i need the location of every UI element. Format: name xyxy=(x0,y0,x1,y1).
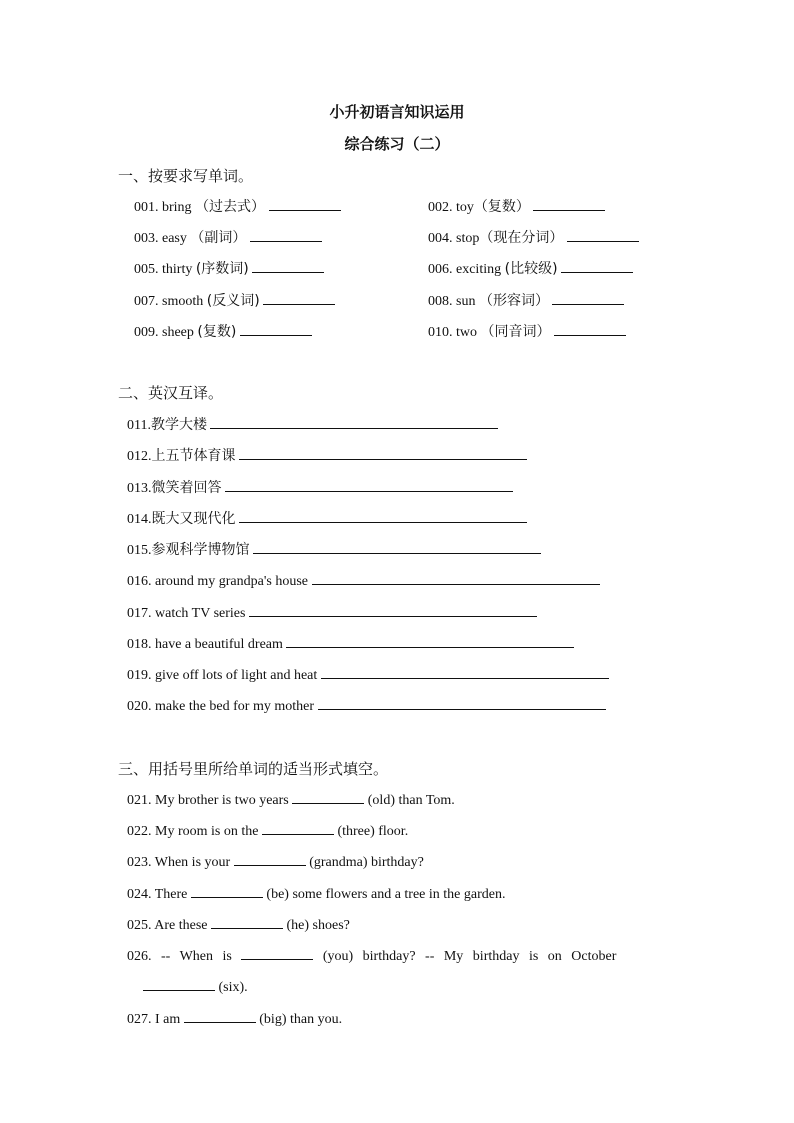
item-022: 022. My room is on the (three) floor. xyxy=(127,820,408,842)
item-009: 009. sheep (复数) xyxy=(134,321,312,343)
answer-blank[interactable] xyxy=(321,664,609,679)
answer-blank[interactable] xyxy=(269,196,341,211)
item-013: 013.微笑着回答 xyxy=(127,477,513,499)
item-025: 025. Are these (he) shoes? xyxy=(127,914,350,936)
item-017: 017. watch TV series xyxy=(127,602,537,624)
item-010: 010. two （同音词） xyxy=(428,321,626,343)
answer-blank[interactable] xyxy=(312,570,600,585)
item-026: 026. -- When is (you) birthday? -- My birthday is on October xyxy=(127,945,616,967)
item-015: 015.参观科学博物馆 xyxy=(127,539,541,561)
item-018: 018. have a beautiful dream xyxy=(127,633,574,655)
page-title: 小升初语言知识运用 xyxy=(329,103,465,121)
section-2-heading: 二、英汉互译。 xyxy=(118,384,224,402)
answer-blank[interactable] xyxy=(262,820,334,835)
answer-blank[interactable] xyxy=(241,945,313,960)
item-020: 020. make the bed for my mother xyxy=(127,695,606,717)
item-024: 024. There (be) some flowers and a tree in the garden. xyxy=(127,883,505,905)
answer-blank[interactable] xyxy=(240,321,312,336)
answer-blank[interactable] xyxy=(191,883,263,898)
answer-blank[interactable] xyxy=(143,976,215,991)
item-008: 008. sun （形容词） xyxy=(428,290,624,312)
answer-blank[interactable] xyxy=(533,196,605,211)
item-019: 019. give off lots of light and heat xyxy=(127,664,609,686)
section-3-heading: 三、用括号里所给单词的适当形式填空。 xyxy=(118,760,389,778)
section-1-heading: 一、按要求写单词。 xyxy=(118,167,254,185)
answer-blank[interactable] xyxy=(234,851,306,866)
answer-blank[interactable] xyxy=(239,445,527,460)
item-023: 023. When is your (grandma) birthday? xyxy=(127,851,424,873)
answer-blank[interactable] xyxy=(211,914,283,929)
answer-blank[interactable] xyxy=(249,602,537,617)
item-014: 014.既大又现代化 xyxy=(127,508,527,530)
item-006: 006. exciting (比较级) xyxy=(428,258,633,280)
item-005: 005. thirty (序数词) xyxy=(134,258,324,280)
answer-blank[interactable] xyxy=(250,227,322,242)
page-subtitle: 综合练习（二） xyxy=(344,135,450,153)
item-026-continued: (six). xyxy=(143,976,248,998)
item-007: 007. smooth (反义词) xyxy=(134,290,335,312)
item-002: 002. toy（复数） xyxy=(428,196,605,218)
answer-blank[interactable] xyxy=(286,633,574,648)
item-003: 003. easy （副词） xyxy=(134,227,322,249)
answer-blank[interactable] xyxy=(239,508,527,523)
answer-blank[interactable] xyxy=(292,789,364,804)
answer-blank[interactable] xyxy=(554,321,626,336)
item-016: 016. around my grandpa's house xyxy=(127,570,600,592)
item-011: 011.教学大楼 xyxy=(127,414,498,436)
answer-blank[interactable] xyxy=(210,414,498,429)
item-001: 001. bring （过去式） xyxy=(134,196,341,218)
item-027: 027. I am (big) than you. xyxy=(127,1008,342,1030)
answer-blank[interactable] xyxy=(318,695,606,710)
item-004: 004. stop（现在分词） xyxy=(428,227,639,249)
item-021: 021. My brother is two years (old) than Tom. xyxy=(127,789,455,811)
answer-blank[interactable] xyxy=(225,477,513,492)
answer-blank[interactable] xyxy=(252,258,324,273)
answer-blank[interactable] xyxy=(552,290,624,305)
answer-blank[interactable] xyxy=(561,258,633,273)
answer-blank[interactable] xyxy=(253,539,541,554)
answer-blank[interactable] xyxy=(263,290,335,305)
answer-blank[interactable] xyxy=(184,1008,256,1023)
answer-blank[interactable] xyxy=(567,227,639,242)
item-012: 012.上五节体育课 xyxy=(127,445,527,467)
